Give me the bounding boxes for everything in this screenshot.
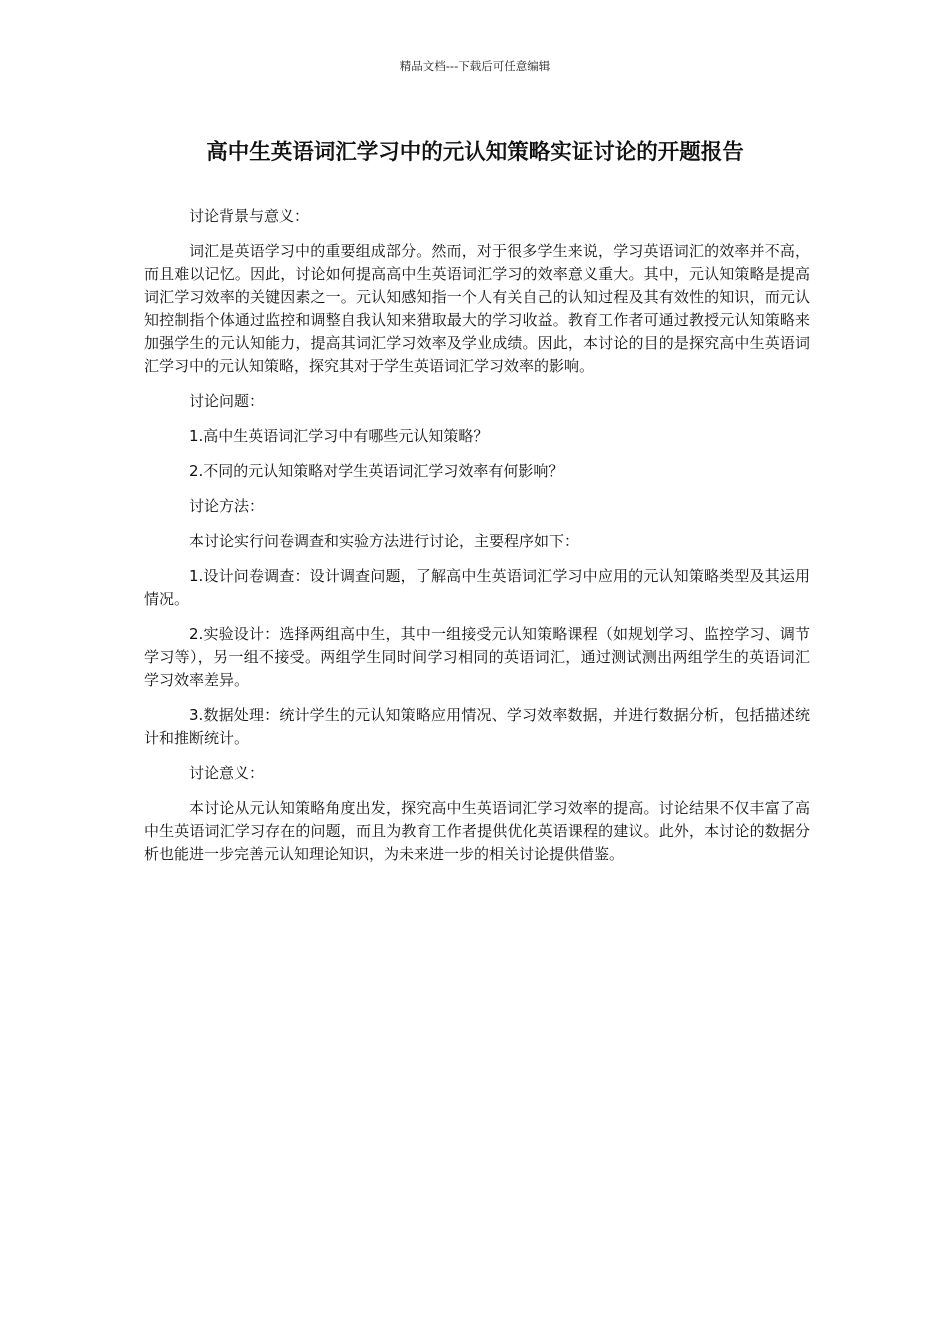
document-body bbox=[144, 205, 810, 878]
method-step-1: 1.设计问卷调查：设计调查问题，了解高中生英语词汇学习中应用的元认知策略类型及其运用情况。 bbox=[144, 567, 810, 608]
method-step-2: 2.实验设计：选择两组高中生，其中一组接受元认知策略课程（如规划学习、监控学习、调节学习等），另一组不接受。两组学生同时间学习相同的英语词汇，通过测试测出两组学生的英语词汇学习效率差异。 bbox=[144, 625, 810, 689]
document-title: 高中生英语词汇学习中的元认知策略实证讨论的开题报告 bbox=[206, 140, 744, 165]
section-heading-questions: 讨论问题： bbox=[189, 392, 265, 410]
section-heading-methods: 讨论方法： bbox=[189, 497, 265, 515]
paragraph-significance: 本讨论从元认知策略角度出发，探究高中生英语词汇学习效率的提高。讨论结果不仅丰富了高中生英语词汇学习存在的问题，而且为教育工作者提供优化英语课程的建议。此外，本讨论的数据分析也能进一步完善元认知理论知识，为未来进一步的相关讨论提供借鉴。 bbox=[144, 799, 810, 863]
paragraph-background: 词汇是英语学习中的重要组成部分。然而，对于很多学生来说，学习英语词汇的效率并不高，而且难以记忆。因此，讨论如何提高高中生英语词汇学习的效率意义重大。其中，元认知策略是提高词汇学习效率的关键因素之一。元认知感知指一个人有关自己的认知过程及其有效性的知识，而元认知控制指个体通过监控和调整自我认知来猎取最大的学习收益。教育工作者可通过教授元认知策略来加强学生的元认知能力，提高其词汇学习效率及学业成绩。因此，本讨论的目的是探究高中生英语词汇学习中的元认知策略，探究其对于学生英语词汇学习效率的影响。 bbox=[144, 242, 810, 375]
question-item-2: 2.不同的元认知策略对学生英语词汇学习效率有何影响？ bbox=[189, 462, 564, 480]
section-heading-background: 讨论背景与意义： bbox=[189, 207, 310, 225]
question-item-1: 1.高中生英语词汇学习中有哪些元认知策略？ bbox=[189, 427, 489, 445]
section-heading-significance: 讨论意义： bbox=[189, 764, 265, 782]
method-step-3: 3.数据处理：统计学生的元认知策略应用情况、学习效率数据，并进行数据分析，包括描述统计和推断统计。 bbox=[144, 706, 810, 747]
page-header-watermark: 精品文档---下载后可任意编辑 bbox=[399, 59, 551, 73]
paragraph-methods-intro: 本讨论实行问卷调查和实验方法进行讨论，主要程序如下： bbox=[189, 532, 580, 550]
